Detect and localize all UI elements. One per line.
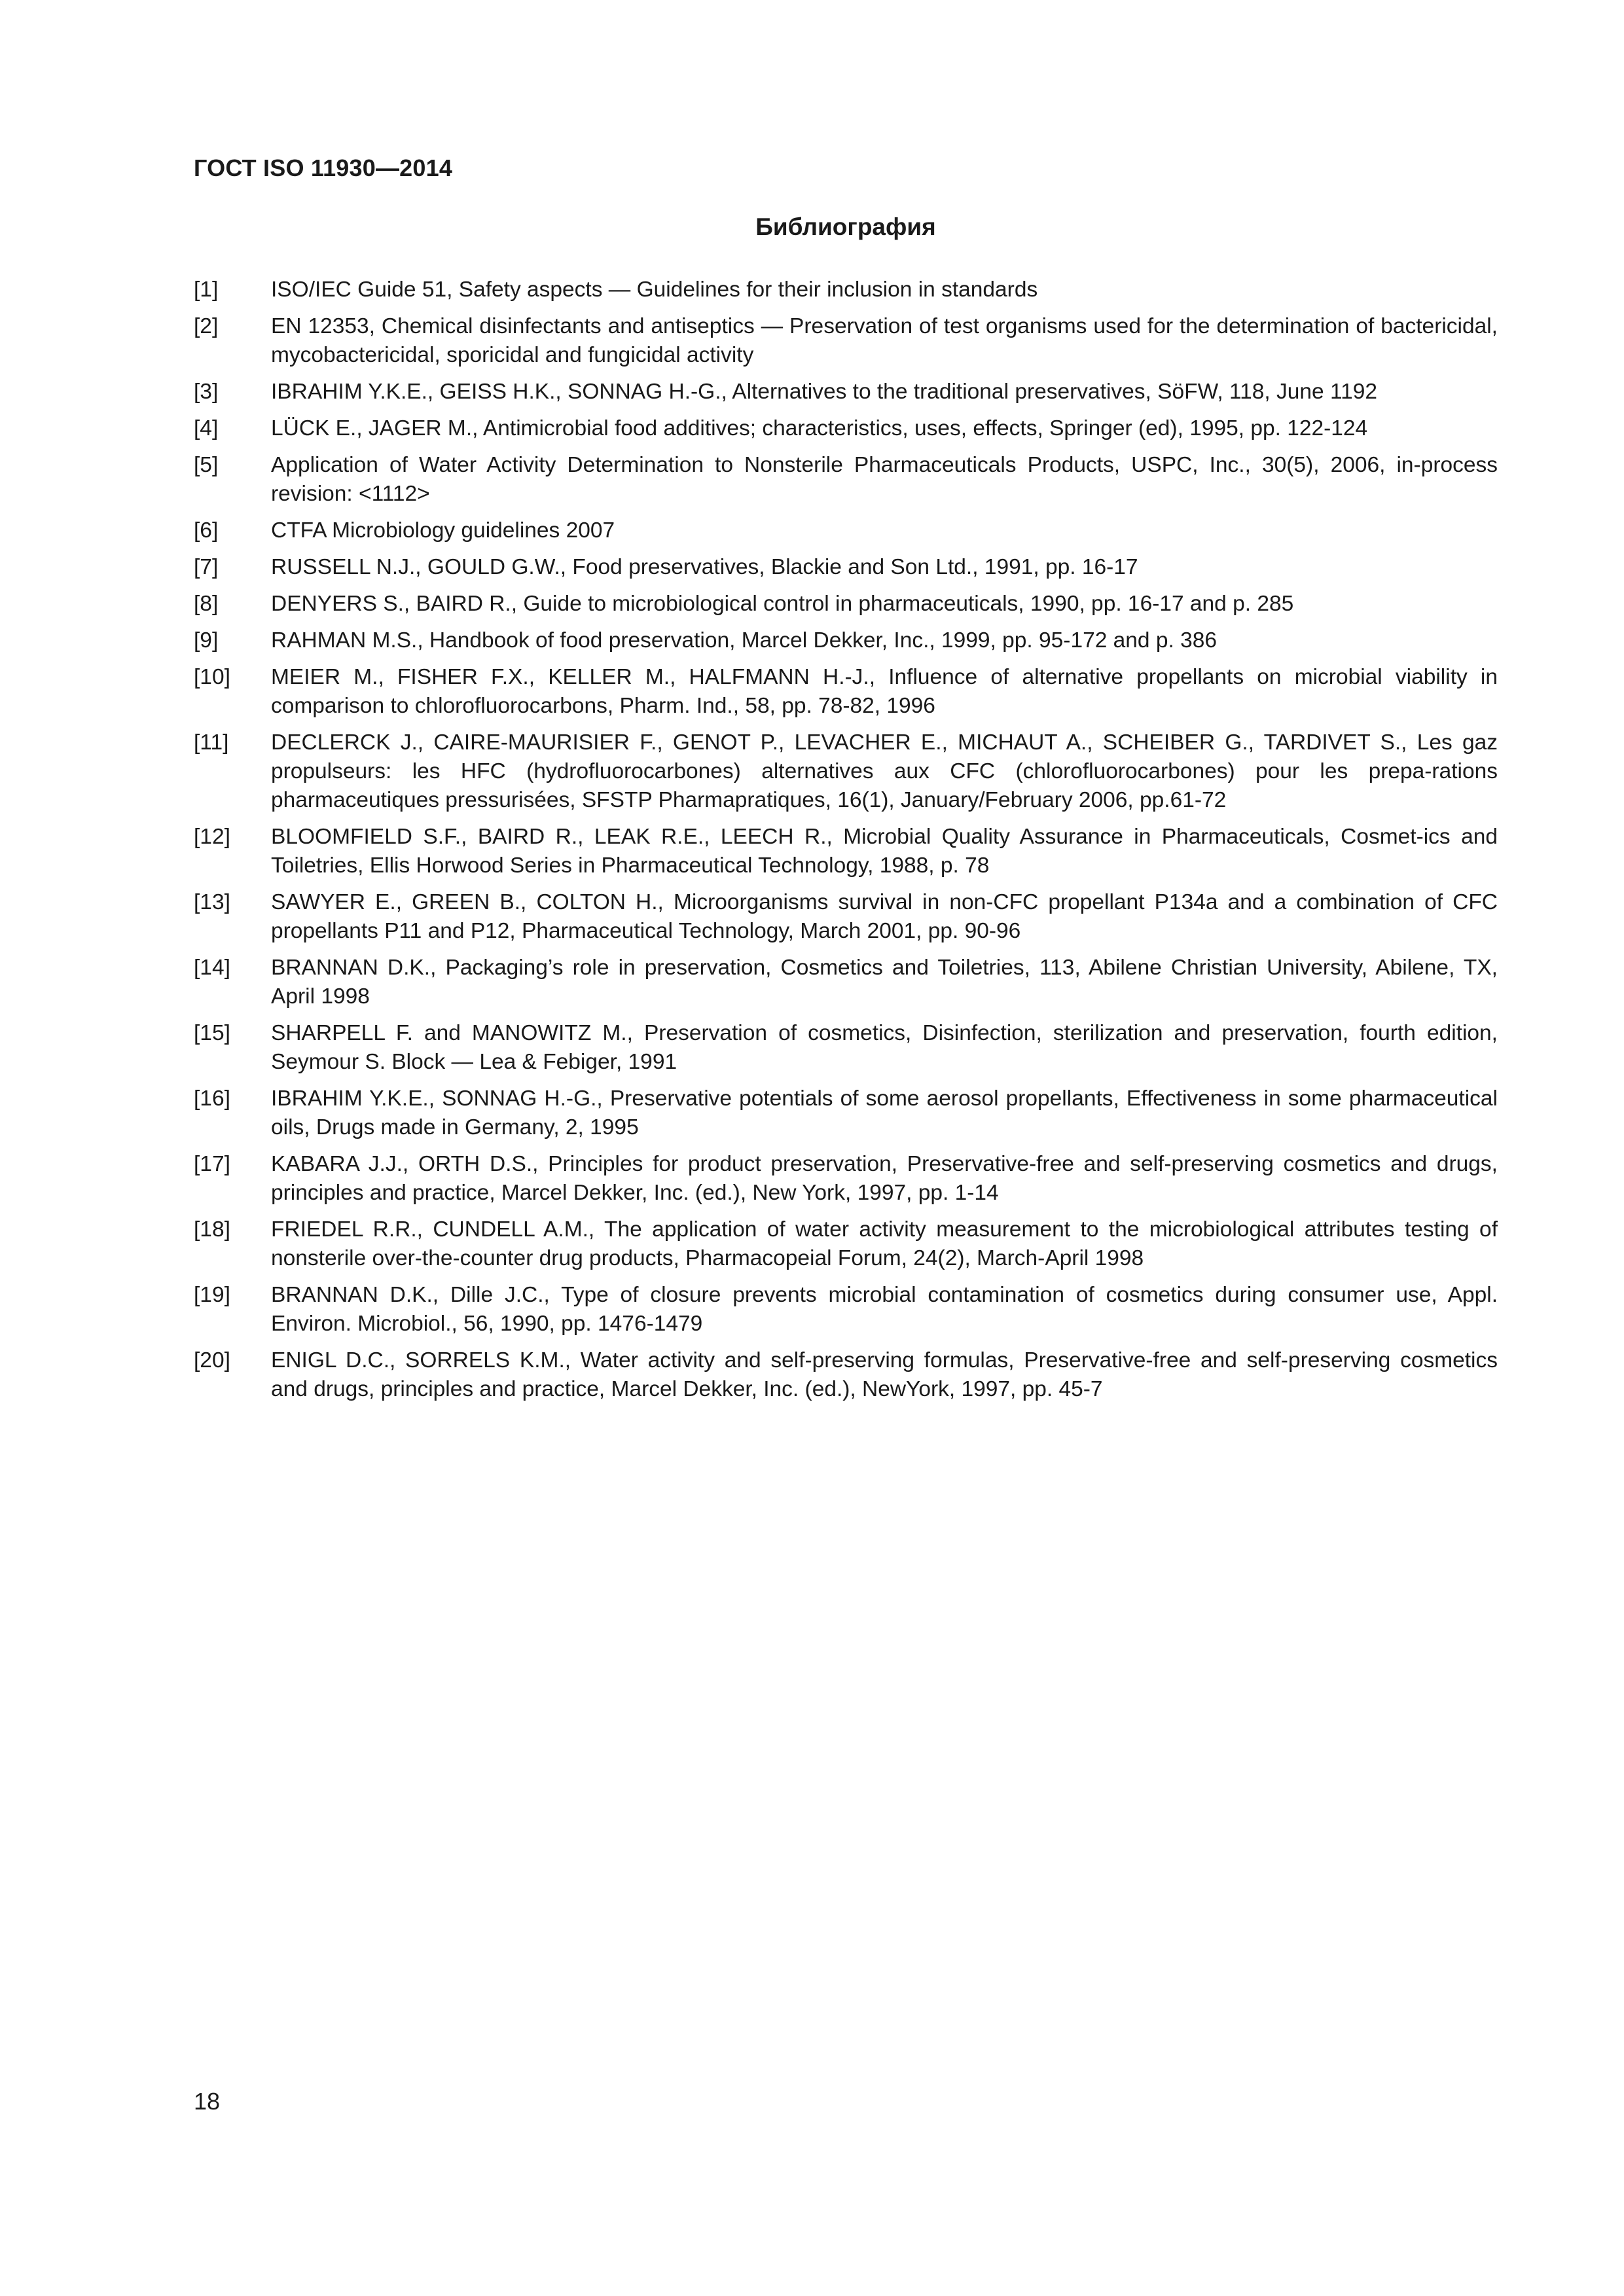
reference-text: BRANNAN D.K., Dille J.C., Type of closure prevents microbial contamination of cosmetics during consumer use, Appl. Environ. Microbiol., 56, 1990, pp. 1476-1479 xyxy=(271,1283,1498,1336)
reference-text: EN 12353, Chemical disinfectants and antiseptics — Preservation of test organisms used for the determination of bactericidal, mycobactericidal, sporicidal and fungicidal activity xyxy=(271,314,1498,367)
reference-number: [15] xyxy=(194,1021,230,1045)
bibliography-title: Библиография xyxy=(755,213,936,240)
standard-designation: ГОСТ ISO 11930—2014 xyxy=(194,154,453,181)
reference-text: IBRAHIM Y.K.E., GEISS H.K., SONNAG H.-G., Alternatives to the traditional preservatives, SöFW, 118, June 1192 xyxy=(271,380,1377,404)
reference-text: IBRAHIM Y.K.E., SONNAG H.-G., Preservative potentials of some aerosol propellants, Effectiveness in some pharmaceutical oils, Drugs made in Germany, 2, 1995 xyxy=(271,1086,1498,1139)
reference-text: RUSSELL N.J., GOULD G.W., Food preservatives, Blackie and Son Ltd., 1991, pp. 16-17 xyxy=(271,555,1138,579)
reference-number: [19] xyxy=(194,1283,230,1307)
reference-number: [8] xyxy=(194,592,219,616)
reference-list xyxy=(194,276,1498,1412)
reference-item xyxy=(194,1085,1498,1142)
reference-number: [17] xyxy=(194,1152,230,1176)
reference-number: [18] xyxy=(194,1217,230,1242)
reference-text: SAWYER E., GREEN B., COLTON H., Microorganisms survival in non-CFC propellant P134a and a combination of CFC propellants P11 and P12, Pharmaceutical Technology, March 2001, pp. 90-96 xyxy=(271,890,1498,943)
reference-item xyxy=(194,1281,1498,1338)
reference-text: KABARA J.J., ORTH D.S., Principles for product preservation, Preservative-free and self-preserving cosmetics and drugs, principles and practice, Marcel Dekker, Inc. (ed.), New York, 1997, pp. 1-14 xyxy=(271,1152,1498,1205)
reference-item xyxy=(194,954,1498,1011)
reference-text: BRANNAN D.K., Packaging’s role in preservation, Cosmetics and Toiletries, 113, Abilene Christian University, Abilene, TX, April 1998 xyxy=(271,956,1498,1009)
reference-item xyxy=(194,590,1498,619)
reference-item xyxy=(194,553,1498,582)
reference-item xyxy=(194,626,1498,655)
reference-item xyxy=(194,1346,1498,1404)
reference-text: ISO/IEC Guide 51, Safety aspects — Guidelines for their inclusion in standards xyxy=(271,278,1038,302)
reference-item xyxy=(194,1150,1498,1208)
reference-text: MEIER M., FISHER F.X., KELLER M., HALFMANN H.-J., Influence of alternative propellants on microbial viability in comparison to chlorofluorocarbons, Pharm. Ind., 58, pp. 78-82, 1996 xyxy=(271,665,1498,718)
reference-item xyxy=(194,414,1498,443)
page-number: 18 xyxy=(194,2088,221,2115)
reference-number: [3] xyxy=(194,380,219,404)
reference-item xyxy=(194,276,1498,304)
reference-text: DENYERS S., BAIRD R., Guide to microbiological control in pharmaceuticals, 1990, pp. 16-17 and p. 285 xyxy=(271,592,1294,616)
reference-item xyxy=(194,823,1498,880)
reference-number: [14] xyxy=(194,956,230,980)
reference-number: [13] xyxy=(194,890,230,914)
reference-number: [20] xyxy=(194,1348,230,1372)
reference-text: BLOOMFIELD S.F., BAIRD R., LEAK R.E., LEECH R., Microbial Quality Assurance in Pharmaceuticals, Cosmet-ics and Toiletries, Ellis Horwood Series in Pharmaceutical Technology, 1988, p. 78 xyxy=(271,825,1498,878)
reference-text: Application of Water Activity Determination to Nonsterile Pharmaceuticals Products, USPC, Inc., 30(5), 2006, in-process revision: <1112> xyxy=(271,453,1498,506)
reference-number: [7] xyxy=(194,555,219,579)
reference-text: SHARPELL F. and MANOWITZ M., Preservation of cosmetics, Disinfection, sterilization and preservation, fourth edition, Seymour S. Block — Lea & Febiger, 1991 xyxy=(271,1021,1498,1074)
reference-number: [16] xyxy=(194,1086,230,1111)
reference-text: ENIGL D.C., SORRELS K.M., Water activity and self-preserving formulas, Preservative-free and self-preserving cosmetics and drugs, principles and practice, Marcel Dekker, Inc. (ed.), NewYork, 1997, pp. 45-7 xyxy=(271,1348,1498,1401)
reference-number: [10] xyxy=(194,665,230,689)
reference-text: FRIEDEL R.R., CUNDELL A.M., The application of water activity measurement to the microbiological attributes testing of nonsterile over-the-counter drug products, Pharmacopeial Forum, 24(2), March-April 1998 xyxy=(271,1217,1498,1270)
reference-item xyxy=(194,663,1498,721)
reference-number: [2] xyxy=(194,314,219,338)
reference-number: [6] xyxy=(194,518,219,543)
reference-item xyxy=(194,1215,1498,1273)
reference-text: RAHMAN M.S., Handbook of food preservation, Marcel Dekker, Inc., 1999, pp. 95-172 and p. 386 xyxy=(271,628,1217,653)
reference-number: [9] xyxy=(194,628,219,653)
reference-item xyxy=(194,451,1498,509)
reference-text: LÜCK E., JAGER M., Antimicrobial food additives; characteristics, uses, effects, Springer (ed), 1995, pp. 122-124 xyxy=(271,416,1368,440)
reference-number: [5] xyxy=(194,453,219,477)
reference-text: CTFA Microbiology guidelines 2007 xyxy=(271,518,615,543)
reference-number: [1] xyxy=(194,278,219,302)
reference-item xyxy=(194,516,1498,545)
reference-number: [4] xyxy=(194,416,219,440)
reference-number: [11] xyxy=(194,730,229,755)
reference-text: DECLERCK J., CAIRE-MAURISIER F., GENOT P., LEVACHER E., MICHAUT A., SCHEIBER G., TARDIVET S., Les gaz propulseurs: les HFC (hydrofluorocarbones) alternatives aux CFC (chlorofluorocarbones) pour les prepa-rations pharmaceutiques pressurisées, SFSTP Pharmapratiques, 16(1), January/February 2006, pp.61-72 xyxy=(271,730,1498,812)
reference-item xyxy=(194,378,1498,406)
reference-number: [12] xyxy=(194,825,230,849)
reference-item xyxy=(194,1019,1498,1077)
reference-item xyxy=(194,888,1498,946)
reference-item xyxy=(194,728,1498,815)
reference-item xyxy=(194,312,1498,370)
